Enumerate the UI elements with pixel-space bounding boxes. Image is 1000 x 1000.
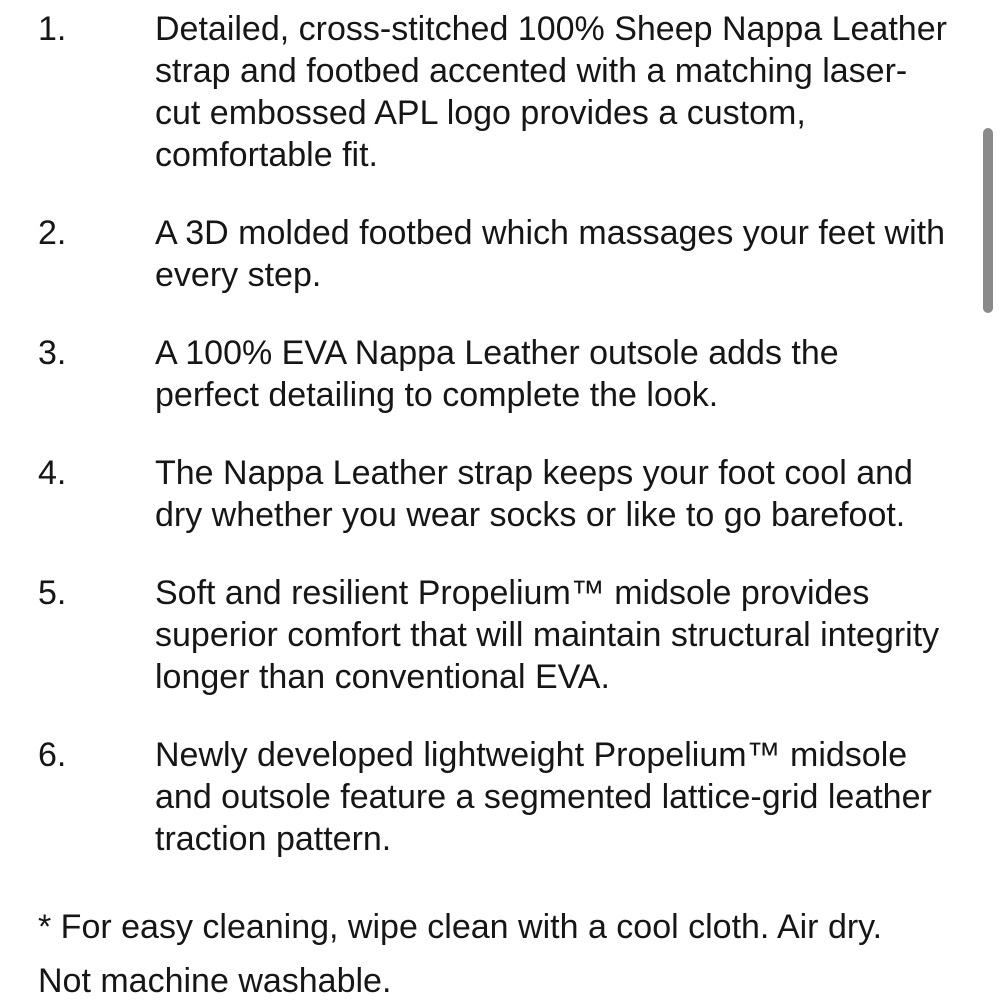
- list-item-number: 2.: [38, 214, 67, 252]
- list-item: [0, 452, 1000, 536]
- list-item: [0, 212, 1000, 296]
- list-item: [0, 734, 1000, 860]
- list-item: [0, 332, 1000, 416]
- list-item-text: Newly developed lightweight Propelium™ midsole and outsole feature a segmented lattice-grid leather traction pattern.: [155, 736, 932, 858]
- footnote-washing: Not machine washable.: [38, 962, 392, 1000]
- list-item-text: The Nappa Leather strap keeps your foot cool and dry whether you wear socks or like to go barefoot.: [155, 454, 913, 534]
- list-item-text: A 3D molded footbed which massages your feet with every step.: [155, 214, 945, 294]
- footnotes-section: [0, 906, 1000, 1000]
- list-item-text: Soft and resilient Propelium™ midsole provides superior comfort that will maintain structural integrity longer than conventional EVA.: [155, 574, 940, 696]
- list-item-number: 6.: [38, 736, 67, 774]
- scrollbar-thumb[interactable]: [983, 128, 993, 313]
- list-item-text: Detailed, cross-stitched 100% Sheep Nappa Leather strap and footbed accented with a matching laser-cut embossed APL logo provides a custom, comfortable fit.: [155, 10, 947, 174]
- list-item-number: 3.: [38, 334, 67, 372]
- list-item-number: 4.: [38, 454, 67, 492]
- list-item-number: 5.: [38, 574, 67, 612]
- list-item-number: 1.: [38, 10, 67, 48]
- list-item: [0, 8, 1000, 176]
- list-item: [0, 572, 1000, 698]
- list-item-text: A 100% EVA Nappa Leather outsole adds the perfect detailing to complete the look.: [155, 334, 839, 414]
- footnote-care: * For easy cleaning, wipe clean with a cool cloth. Air dry.: [38, 908, 883, 946]
